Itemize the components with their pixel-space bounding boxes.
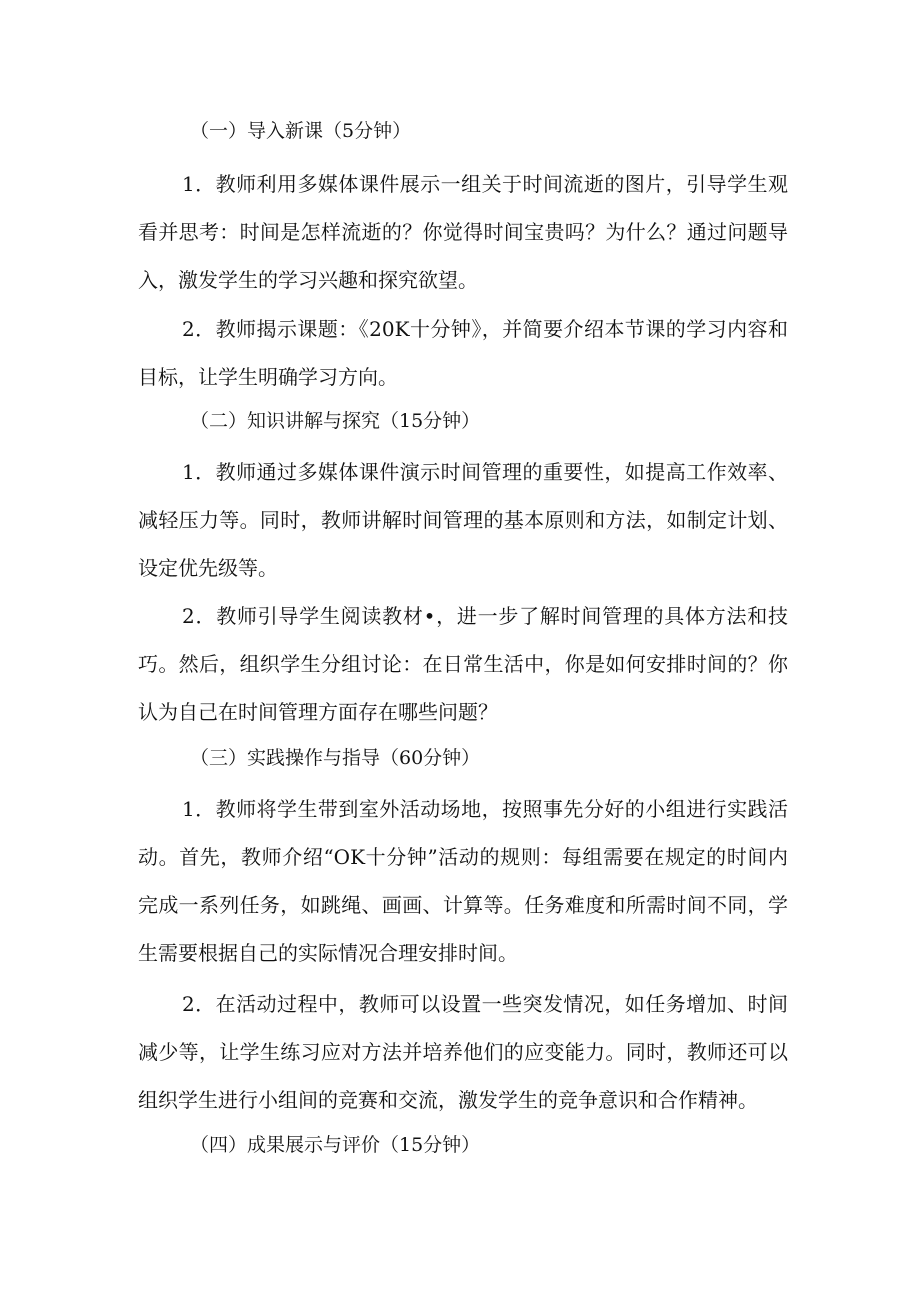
paragraph-2-1: 1．教师通过多媒体课件演示时间管理的重要性，如提高工作效率、减轻压力等。同时，教师讲解时间管理的基本原则和方法，如制定计划、设定优先级等。	[138, 460, 788, 580]
paragraph-1-1: 1．教师利用多媒体课件展示一组关于时间流逝的图片，引导学生观看并思考：时间是怎样流逝的？你觉得时间宝贵吗？为什么？通过问题导入，激发学生的学习兴趣和探究欲望。	[138, 172, 788, 292]
section-heading-1: （一）导入新课（5分钟）	[190, 120, 412, 142]
paragraph-3-2: 2．在活动过程中，教师可以设置一些突发情况，如任务增加、时间减少等，让学生练习应对方法并培养他们的应变能力。同时，教师还可以组织学生进行小组间的竞赛和交流，激发学生的竞争意识和合作精神。	[138, 992, 788, 1112]
paragraph-1-2: 2．教师揭示课题：《20K十分钟》，并简要介绍本节课的学习内容和目标，让学生明确学习方向。	[138, 317, 788, 389]
paragraph-2-2: 2．教师引导学生阅读教材•，进一步了解时间管理的具体方法和技巧。然后，组织学生分组讨论：在日常生活中，你是如何安排时间的？你认为自己在时间管理方面存在哪些问题？	[138, 604, 788, 724]
section-heading-2: （二）知识讲解与探究（15分钟）	[190, 410, 481, 432]
section-heading-4: （四）成果展示与评价（15分钟）	[190, 1134, 481, 1156]
section-heading-3: （三）实践操作与指导（60分钟）	[190, 747, 481, 769]
paragraph-3-1: 1．教师将学生带到室外活动场地，按照事先分好的小组进行实践活动。首先，教师介绍“OK十分钟”活动的规则：每组需要在规定的时间内完成一系列任务，如跳绳、画画、计算等。任务难度和所需时间不同，学生需要根据自己的实际情况合理安排时间。	[138, 797, 788, 965]
